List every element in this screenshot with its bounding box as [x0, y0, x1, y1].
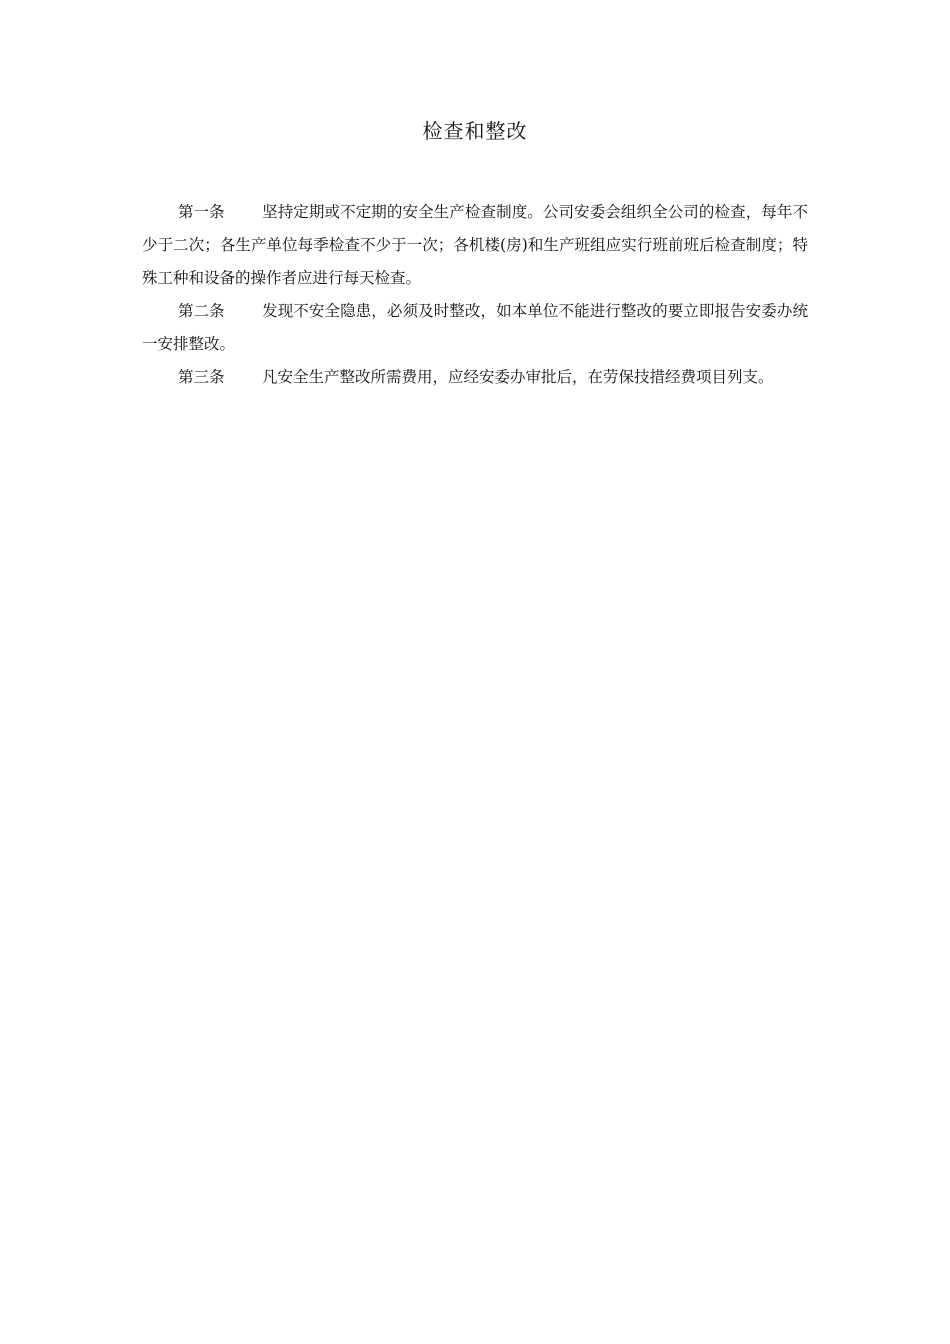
article-3 — [142, 361, 808, 394]
article-label: 第三条 — [178, 368, 225, 386]
article-text: 坚持定期或不定期的安全生产检查制度。公司安委会组织全公司的检查，每年不少于二次；各生产单位每季检查不少于一次；各机楼(房)和生产班组应实行班前班后检查制度；特殊工种和设备的操作者应进行每天检查。 — [142, 203, 808, 287]
document-title: 检查和整改 — [422, 119, 528, 143]
article-text: 发现不安全隐患，必须及时整改，如本单位不能进行整改的要立即报告安委办统一安排整改。 — [142, 302, 808, 353]
article-1 — [142, 196, 808, 295]
document-body — [142, 196, 808, 394]
article-label: 第二条 — [178, 302, 225, 320]
article-label: 第一条 — [178, 203, 225, 221]
article-text: 凡安全生产整改所需费用，应经安委办审批后，在劳保技措经费项目列支。 — [262, 368, 774, 386]
article-2 — [142, 295, 808, 361]
